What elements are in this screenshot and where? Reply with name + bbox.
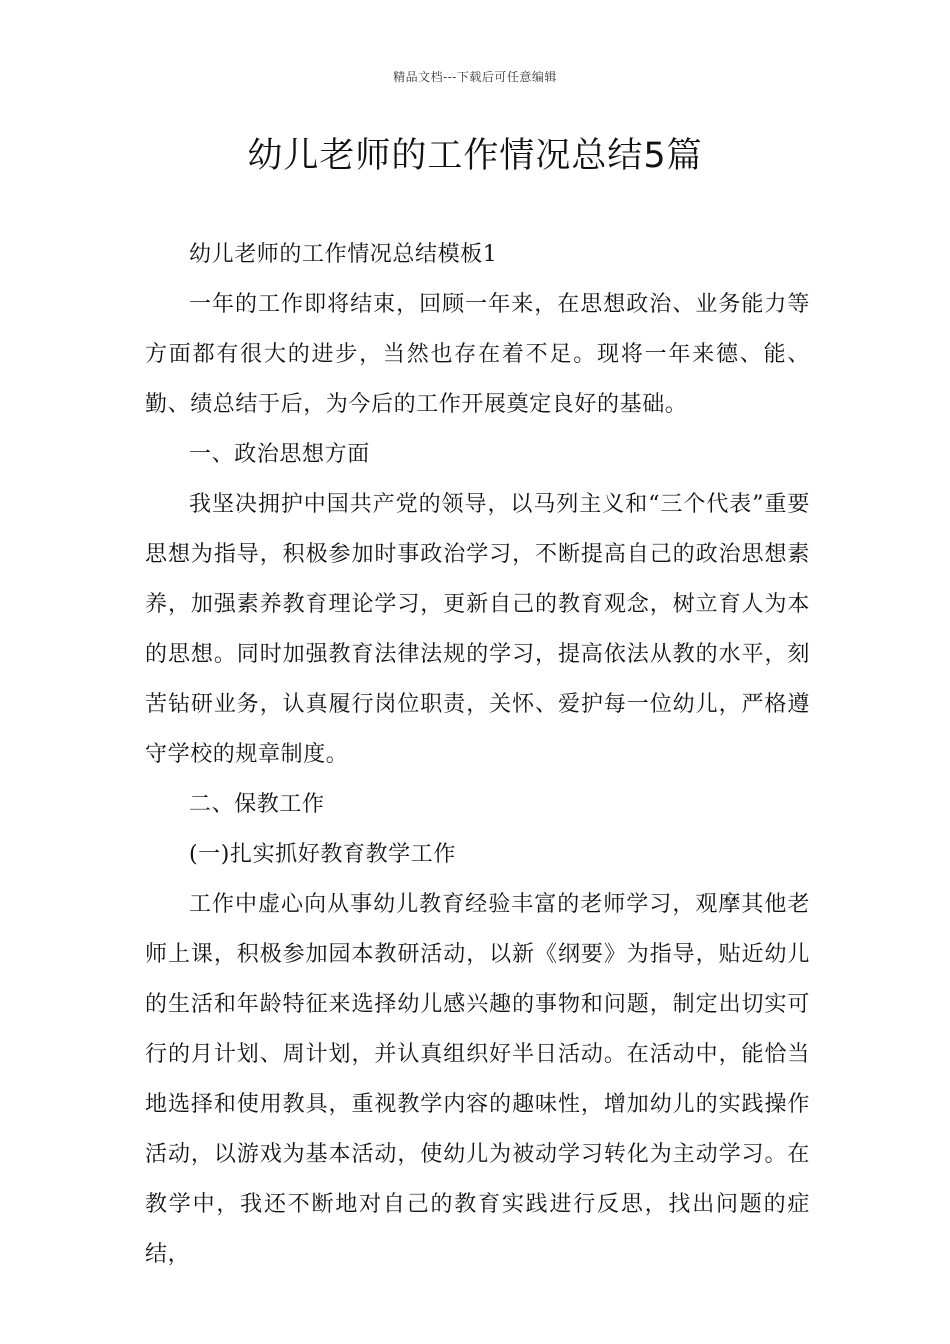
section-heading-politics: 一、政治思想方面	[189, 442, 370, 467]
intro-paragraph: 一年的工作即将结束，回顾一年来，在思想政治、业务能力等方面都有很大的进步，当然也存在着不足。现将一年来德、能、勤、绩总结于后，为今后的工作开展奠定良好的基础。	[145, 292, 810, 417]
teaching-paragraph: 工作中虚心向从事幼儿教育经验丰富的老师学习，观摩其他老师上课，积极参加园本教研活动，以新《纲要》为指导，贴近幼儿的生活和年龄特征来选择幼儿感兴趣的事物和问题，制定出切实可行的月计划、周计划，并认真组织好半日活动。在活动中，能恰当地选择和使用教具，重视教学内容的趣味性，增加幼儿的实践操作活动，以游戏为基本活动，使幼儿为被动学习转化为主动学习。在教学中，我还不断地对自己的教育实践进行反思，找出问题的症结，	[145, 892, 810, 1267]
section-heading-teaching: 二、保教工作	[189, 792, 325, 817]
subsection-heading-teaching-work: (一)扎实抓好教育教学工作	[189, 842, 456, 867]
section-heading-template-1: 幼儿老师的工作情况总结模板1	[189, 242, 498, 267]
document-body	[145, 230, 810, 1280]
header-note: 精品文档---下载后可任意编辑	[393, 70, 557, 84]
politics-paragraph: 我坚决拥护中国共产党的领导，以马列主义和“三个代表”重要思想为指导，积极参加时事政治学习，不断提高自己的政治思想素养，加强素养教育理论学习，更新自己的教育观念，树立育人为本的思想。同时加强教育法律法规的学习，提高依法从教的水平，刻苦钻研业务，认真履行岗位职责，关怀、爱护每一位幼儿，严格遵守学校的规章制度。	[145, 492, 810, 767]
document-title: 幼儿老师的工作情况总结5篇	[247, 136, 703, 176]
